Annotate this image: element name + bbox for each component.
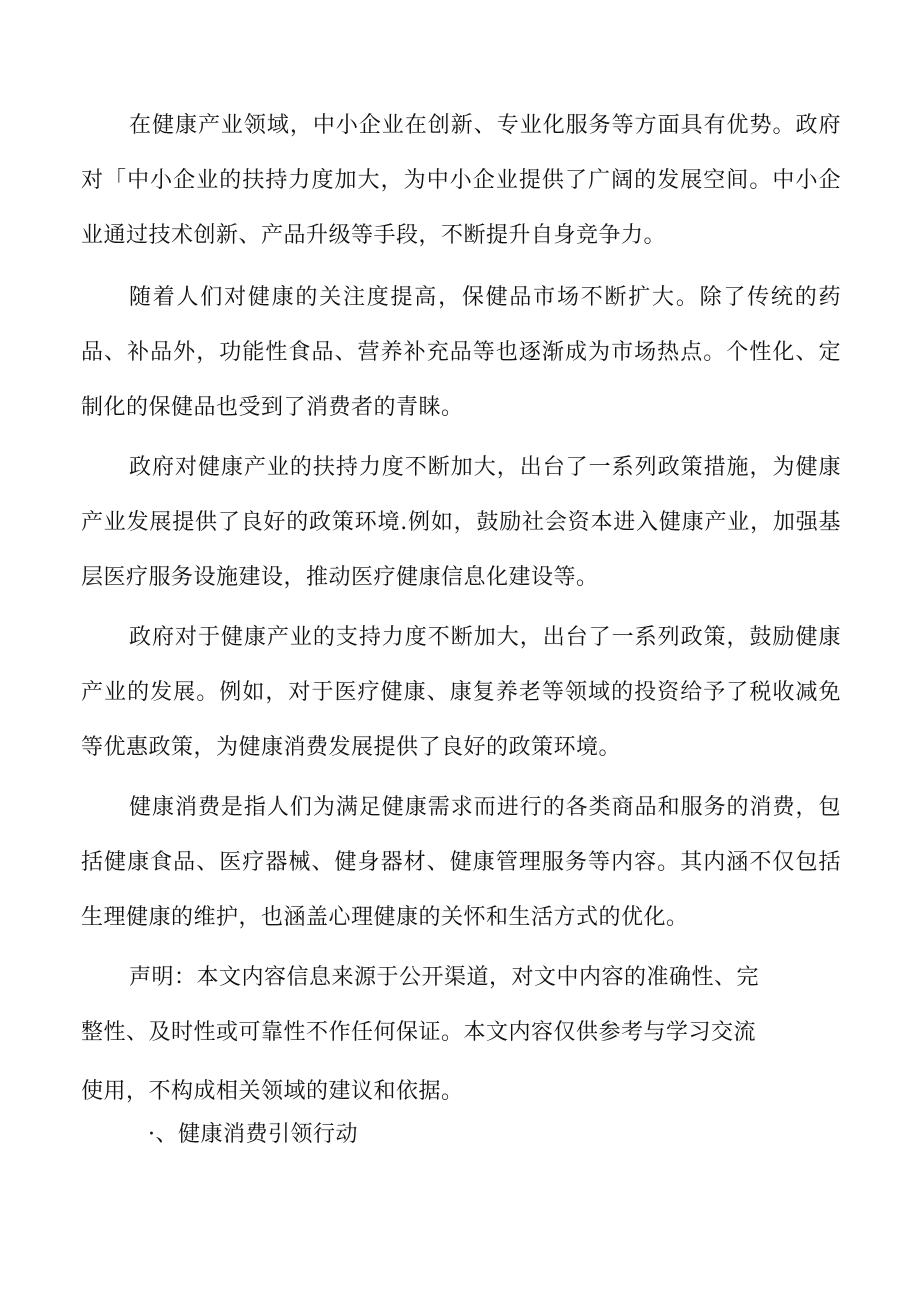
paragraph-government-support-measures: 政府对健康产业的扶持力度不断加大，出台了一系列政策措施，为健康产业发展提供了良好的政策环境.例如，鼓励社会资本进入健康产业，加强基层医疗服务设施建设，推动医疗健康信息化建设等。 bbox=[81, 455, 841, 590]
paragraph-disclaimer: 声明：本文内容信息来源于公开渠道，对文中内容的准确性、完整性、及时性或可靠性不作任何保证。本文内容仅供参考与学习交流 bbox=[81, 965, 760, 1045]
paragraph-sme-advantages: 在健康产业领域，中小企业在创新、专业化服务等方面具有优势。政府对「中小企业的扶持力度加大，为中小企业提供了广阔的发展空间。中小企业通过技术创新、产品升级等手段，不断提升自身竞争力。 bbox=[81, 113, 841, 248]
paragraph-health-supplements-market: 随着人们对健康的关注度提高，保健品市场不断扩大。除了传统的药品、补品外，功能性食品、营养补充品等也逐渐成为市场热点。个性化、定制化的保健品也受到了消费者的青睐。 bbox=[81, 285, 841, 420]
paragraph-health-consumption-definition: 健康消费是指人们为满足健康需求而进行的各类商品和服务的消费，包括健康食品、医疗器械、健身器材、健康管理服务等内容。其内涵不仅包括生理健康的维护，也涵盖心理健康的关怀和生活方式的优化。 bbox=[81, 795, 841, 930]
disclaimer-continuation: 使用，不构成相关领域的建议和依据。 bbox=[81, 1079, 464, 1104]
paragraph-government-policy-incentives: 政府对于健康产业的支持力度不断加大，出台了一系列政策，鼓励健康产业的发展。例如，对于医疗健康、康复养老等领域的投资给予了税收减免等优惠政策，为健康消费发展提供了良好的政策环境。 bbox=[81, 625, 841, 760]
section-heading: ·、健康消费引领行动 bbox=[148, 1122, 358, 1147]
